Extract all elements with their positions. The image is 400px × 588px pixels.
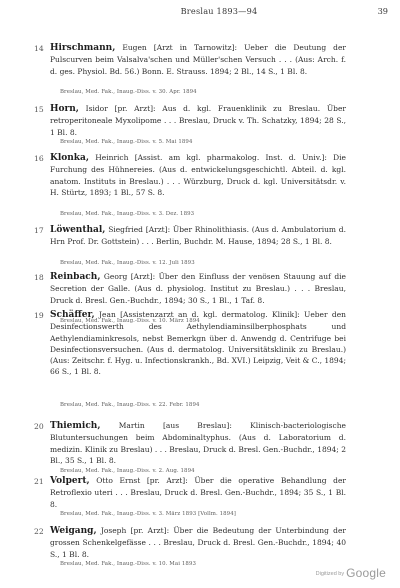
entry-description: Martin [aus Breslau]: Klinisch-bacteriologische Blutuntersuchungen beim Abdominaltyphus. (Aus d. Laboratorium d. medizin. Klinik zu Breslau) . . . Breslau, Druck d. Bresl. Gen.-Buchdr., 1894; 2 Bl., 35 S., 1 Bl. 8. bbox=[50, 421, 346, 465]
entry-meta: Breslau, Med. Fak., Inaug.-Diss. v. 2. Aug. 1894 bbox=[60, 468, 195, 474]
entry-author: Schäffer, bbox=[50, 310, 95, 320]
entry-meta: Breslau, Med. Fak., Inaug.-Diss. v. 12. Juli 1893 bbox=[60, 260, 195, 266]
entry-meta: Breslau, Med. Fak., Inaug.-Diss. v. 3. März 1893 [Vollm. 1894] bbox=[60, 511, 236, 517]
google-watermark-logo bbox=[316, 564, 386, 582]
entry-number: 19 bbox=[34, 311, 44, 320]
entry-meta: Breslau, Med. Fak., Inaug.-Diss. v. 22. Febr. 1894 bbox=[60, 402, 200, 408]
entry-author: Löwenthal, bbox=[50, 225, 106, 235]
page-number: 39 bbox=[377, 6, 388, 16]
entry-meta: Breslau, Med. Fak., Inaug.-Diss. v. 5. Mai 1894 bbox=[60, 139, 193, 145]
entry-description: Isidor [pr. Arzt]: Aus d. kgl. Frauenklinik zu Breslau. Über retroperitoneale Myxolipome . . . Breslau, Druck v. Th. Schatzky, 1894; 28 S., 1 Bl. 8. bbox=[50, 104, 346, 137]
entry-description: Heinrich [Assist. am kgl. pharmakolog. Inst. d. Univ.]: Die Furchung des Hühnereies. (Aus d. entwickelungsgeschichtl. Abteil. d. kgl. anatom. Instituts in Breslau.) . . . Würzburg, Druck d. kgl. Universitätsdr. v. H. Stürtz, 1893; 1 Bl., 57 S. 8. bbox=[50, 153, 346, 197]
entry-description: Joseph [pr. Arzt]: Über die Bedeutung der Unterbindung der grossen Schenkelgefässe . . . Breslau, Druck d. Bresl. Gen.-Buchdr., 1894; 40 S., 1 Bl. 8. bbox=[50, 526, 346, 559]
entry-author: Hirschmann, bbox=[50, 43, 116, 53]
entry-author: Klonka, bbox=[50, 153, 89, 163]
watermark-google-text: Google bbox=[346, 566, 386, 580]
entry-author: Volpert, bbox=[50, 476, 90, 486]
entry-meta: Breslau, Med. Fak., Inaug.-Diss. v. 10. Mai 1893 bbox=[60, 561, 196, 567]
entry-text bbox=[50, 224, 346, 248]
entry-description: Georg [Arzt]: Über den Einfluss der venösen Stauung auf die Secretion der Galle. (Aus d. physiolog. Institut zu Breslau.) . . . Breslau, Druck d. Bresl. Gen.-Buchdr., 1894; 30 S., 1 Bl., 1 Taf. 8. bbox=[50, 272, 346, 305]
entry-number: 16 bbox=[34, 154, 44, 163]
entry-description: Otto Ernst [pr. Arzt]: Über die operative Behandlung der Retroflexio uteri . . . Breslau, Druck d. Bresl. Gen.-Buchdr., 1894; 35 S., 1 Bl. 8. bbox=[50, 476, 346, 509]
entry-number: 21 bbox=[34, 477, 44, 486]
entry-meta: Breslau, Med. Fak., Inaug.-Diss. v. 30. Apr. 1894 bbox=[60, 89, 197, 95]
entry-meta: Breslau, Med. Fak., Inaug.-Diss. v. 3. Dez. 1893 bbox=[60, 211, 195, 217]
entry-meta: Breslau, Med. Fak., Inaug.-Diss. v. 10. März 1894 bbox=[60, 318, 200, 324]
entry-number: 20 bbox=[34, 422, 44, 431]
entry-number: 14 bbox=[34, 44, 44, 53]
entry-number: 22 bbox=[34, 527, 44, 536]
page-header bbox=[50, 6, 388, 18]
entry-text bbox=[50, 525, 346, 560]
entry-author: Weigang, bbox=[50, 526, 97, 536]
entry-number: 18 bbox=[34, 273, 44, 282]
entry-description: Jean [Assistenzarzt an d. kgl. dermatolog. Klinik]: Ueber den Desinfectionswerth des Aethylendiaminsilberphosphats und Aethylendiaminkresols, nebst Bemerkgn über d. Anwendg d. Centrifuge bei Desinfectionsversuchen. (Aus d. dermatolog. Universitätsklinik zu Breslau.) (Aus: Zeitschr. f. Hyg. u. Infectionskrankh., Bd. XVI.) Leipzig, Veit & C., 1894; 66 S., 1 Bl. 8. bbox=[50, 310, 346, 377]
entry-text bbox=[50, 271, 346, 306]
entry-author: Reinbach, bbox=[50, 272, 101, 282]
watermark-small-text: Digitized by bbox=[315, 571, 345, 577]
entry-text bbox=[50, 152, 346, 198]
entry-text bbox=[50, 475, 346, 510]
entry-text bbox=[50, 420, 346, 466]
entry-description: Siegfried [Arzt]: Über Rhinolithiasis. (Aus d. Ambulatorium d. Hrn Prof. Dr. Gottstein) . . . Berlin, Buchdr. M. Hause, 1894; 28 S., 1 Bl. 8. bbox=[50, 225, 346, 247]
entry-text bbox=[50, 42, 346, 77]
page-title: Breslau 1893—94 bbox=[180, 6, 258, 16]
entry-number: 17 bbox=[34, 226, 44, 235]
entry-text bbox=[50, 103, 346, 138]
entry-description: Eugen [Arzt in Tarnowitz]: Ueber die Deutung der Pulscurven beim Valsalva'schen und Müller'schen Versuch . . . (Aus: Arch. f. d. ges. Physiol. Bd. 56.) Bonn. E. Strauss. 1894; 2 Bl., 14 S., 1 Bl. 8. bbox=[50, 43, 346, 76]
entry-text bbox=[50, 309, 346, 378]
entry-author: Thiemich, bbox=[50, 421, 101, 431]
entry-number: 15 bbox=[34, 105, 44, 114]
entry-author: Horn, bbox=[50, 104, 79, 114]
